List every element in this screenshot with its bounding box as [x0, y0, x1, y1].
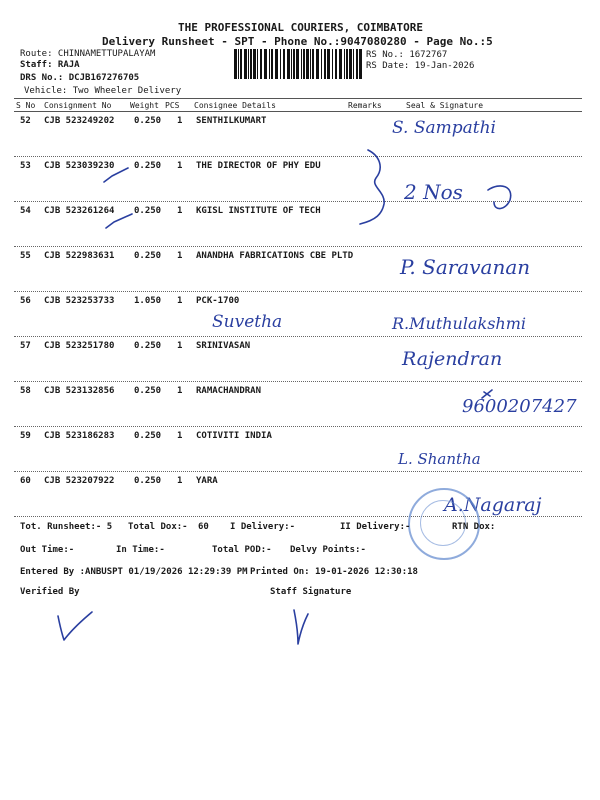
- row-consignment-no: CJB 523251780: [44, 341, 115, 351]
- total-pod: Total POD:-: [212, 545, 272, 555]
- row-sno: 52: [20, 116, 31, 126]
- row-pcs: 1: [177, 341, 183, 351]
- total-runsheet: Tot. Runsheet:- 5: [20, 522, 113, 532]
- signature-row-60: A.Nagaraj: [444, 494, 542, 516]
- row-pcs: 1: [177, 116, 183, 126]
- row-sno: 54: [20, 206, 31, 216]
- company-title: THE PROFESSIONAL COURIERS, COIMBATORE: [178, 21, 424, 34]
- col-pcs: PCS: [165, 101, 180, 110]
- row-sno: 59: [20, 431, 31, 441]
- row-sno: 55: [20, 251, 31, 261]
- col-consignee: Consignee Details: [194, 101, 276, 110]
- row-consignment-no: CJB 523207922: [44, 476, 115, 486]
- row-pcs: 1: [177, 206, 183, 216]
- row-sno: 57: [20, 341, 31, 351]
- total-dox-label: Total Dox:-: [128, 522, 188, 532]
- rs-date: RS Date: 19-Jan-2026: [366, 61, 475, 71]
- entered-by: Entered By :ANBUSPT 01/19/2026 12:29:39 PM: [20, 567, 248, 577]
- row-consignee: SRINIVASAN: [196, 341, 251, 351]
- nos-note: 2 Nos: [404, 180, 463, 204]
- row-weight: 1.050: [134, 296, 162, 306]
- signature-row-52: S. Sampathi: [392, 118, 496, 138]
- staff-signature: [286, 606, 316, 650]
- ii-delivery: II Delivery:-: [340, 522, 411, 532]
- row-consignee: SENTHILKUMART: [196, 116, 267, 126]
- row-consignee: KGISL INSTITUTE OF TECH: [196, 206, 321, 216]
- row-consignee: YARA: [196, 476, 218, 486]
- row-consignment-no: CJB 523039230: [44, 161, 115, 171]
- row-weight: 0.250: [134, 116, 162, 126]
- signature-row-55: P. Saravanan: [400, 255, 531, 279]
- phone-note-row-58: 9600207427: [462, 396, 577, 417]
- col-seal-signature: Seal & Signature: [406, 101, 484, 110]
- row-consignment-no: CJB 523253733: [44, 296, 115, 306]
- rs-number: RS No.: 1672767: [366, 50, 448, 60]
- staff-label: Staff: RAJA: [20, 60, 80, 70]
- row-consignment-no: CJB 522983631: [44, 251, 115, 261]
- row-consignment-no: CJB 523249202: [44, 116, 115, 126]
- col-consignment: Consignment No: [44, 101, 112, 110]
- total-dox-value: 60: [198, 522, 209, 532]
- row-weight: 0.250: [134, 476, 162, 486]
- row-weight: 0.250: [134, 341, 162, 351]
- verified-signature: [52, 608, 102, 648]
- row-pcs: 1: [177, 431, 183, 441]
- row-consignment-no: CJB 523186283: [44, 431, 115, 441]
- runsheet-subtitle: Delivery Runsheet - SPT - Phone No.:9047080280 - Page No.:5: [102, 35, 493, 48]
- handwritten-name-row-56: Suvetha: [212, 312, 283, 332]
- in-time: In Time:-: [116, 545, 165, 555]
- row-weight: 0.250: [134, 206, 162, 216]
- rtn-dox: RTN Dox:: [452, 522, 496, 532]
- row-consignee: PCK-1700: [196, 296, 240, 306]
- out-time: Out Time:-: [20, 545, 75, 555]
- row-pcs: 1: [177, 161, 183, 171]
- vehicle-label: Vehicle: Two Wheeler Delivery: [24, 86, 182, 96]
- delvy-points: Delvy Points:-: [290, 545, 366, 555]
- i-delivery: I Delivery:-: [230, 522, 296, 532]
- row-sno: 56: [20, 296, 31, 306]
- signature-row-59: L. Shantha: [398, 450, 481, 468]
- row-sno: 60: [20, 476, 31, 486]
- row-weight: 0.250: [134, 251, 162, 261]
- row-consignee: THE DIRECTOR OF PHY EDU: [196, 161, 321, 171]
- drs-number: DRS No.: DCJB167276705: [20, 73, 140, 83]
- printed-on: Printed On: 19-01-2026 12:30:18: [250, 567, 418, 577]
- row-sno: 58: [20, 386, 31, 396]
- row-pcs: 1: [177, 386, 183, 396]
- row-weight: 0.250: [134, 431, 162, 441]
- row-sno: 53: [20, 161, 31, 171]
- verified-by-label: Verified By: [20, 587, 80, 597]
- row-pcs: 1: [177, 476, 183, 486]
- col-sno: S No: [16, 101, 36, 110]
- route-label: Route: CHINNAMETTUPALAYAM: [20, 49, 156, 59]
- col-weight: Weight: [130, 101, 159, 110]
- row-consignee: COTIVITI INDIA: [196, 431, 272, 441]
- signature-row-56: R.Muthulakshmi: [392, 314, 527, 333]
- col-remarks: Remarks: [348, 101, 382, 110]
- row-weight: 0.250: [134, 386, 162, 396]
- row-consignment-no: CJB 523261264: [44, 206, 115, 216]
- row-weight: 0.250: [134, 161, 162, 171]
- row-consignee: ANANDHA FABRICATIONS CBE PLTD: [196, 251, 354, 261]
- staff-signature-label: Staff Signature: [270, 587, 352, 597]
- row-consignment-no: CJB 523132856: [44, 386, 115, 396]
- row-pcs: 1: [177, 296, 183, 306]
- signature-row-57: Rajendran: [402, 348, 503, 370]
- row-pcs: 1: [177, 251, 183, 261]
- row-consignee: RAMACHANDRAN: [196, 386, 262, 396]
